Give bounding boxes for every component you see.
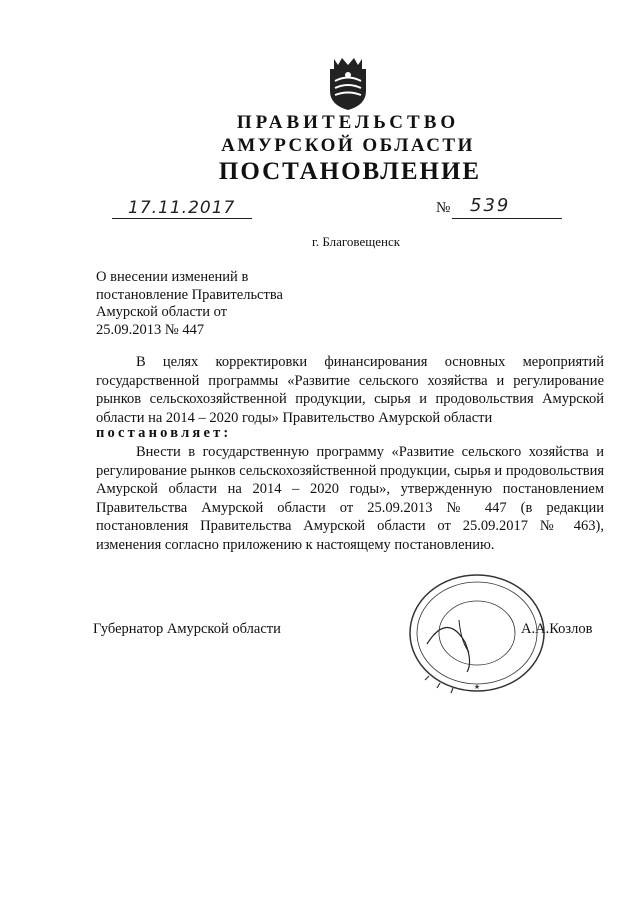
org-name-line2: АМУРСКОЙ ОБЛАСТИ xyxy=(221,135,475,156)
subject-line: постановление Правительства xyxy=(96,286,283,303)
subject-line: О внесении изменений в xyxy=(96,269,249,285)
official-seal-icon xyxy=(407,572,547,694)
number-label: № xyxy=(436,200,451,216)
subject-line: 25.09.2013 № 447 xyxy=(96,321,205,338)
signatory-title: Губернатор Амурской области xyxy=(93,621,281,637)
document-number: 539 xyxy=(470,195,511,216)
signatory-name: А.А.Козлов xyxy=(521,621,593,637)
svg-text:★: ★ xyxy=(473,683,481,691)
resolves-heading: постановляет: xyxy=(96,425,232,441)
document-type-title: ПОСТАНОВЛЕНИЕ xyxy=(218,158,482,185)
subject-line: Амурской области от xyxy=(96,304,228,320)
coat-of-arms-icon xyxy=(326,55,370,111)
resolution-paragraph: Внести в государственную программу «Развитие сельского хозяйства и регулирование рынков сельскохозяйственной продукции, сырья и продовольствия Амурской области на 2014 – 2020 годы», утвержденную постановлением Правительства Амурской области от 25.09.2013 № 447 (в редакции постановления Правительства Амурской области от 25.09.2017 № 463), изменения согласно приложению к настоящему постановлению. xyxy=(96,444,604,553)
subject-block xyxy=(96,269,283,339)
city: г. Благовещенск xyxy=(311,234,401,249)
preamble-paragraph: В целях корректировки финансирования основных мероприятий государственной программы «Развитие сельского хозяйства и регулирование рынков сельскохозяйственной продукции, сырья и продовольствия Амурской области на 2014 – 2020 годы» Правительство Амурской области xyxy=(96,354,604,426)
document-date: 17.11.2017 xyxy=(128,198,236,218)
date-underline xyxy=(112,218,252,219)
number-underline xyxy=(452,218,562,219)
org-name-line1: ПРАВИТЕЛЬСТВО xyxy=(236,112,460,133)
